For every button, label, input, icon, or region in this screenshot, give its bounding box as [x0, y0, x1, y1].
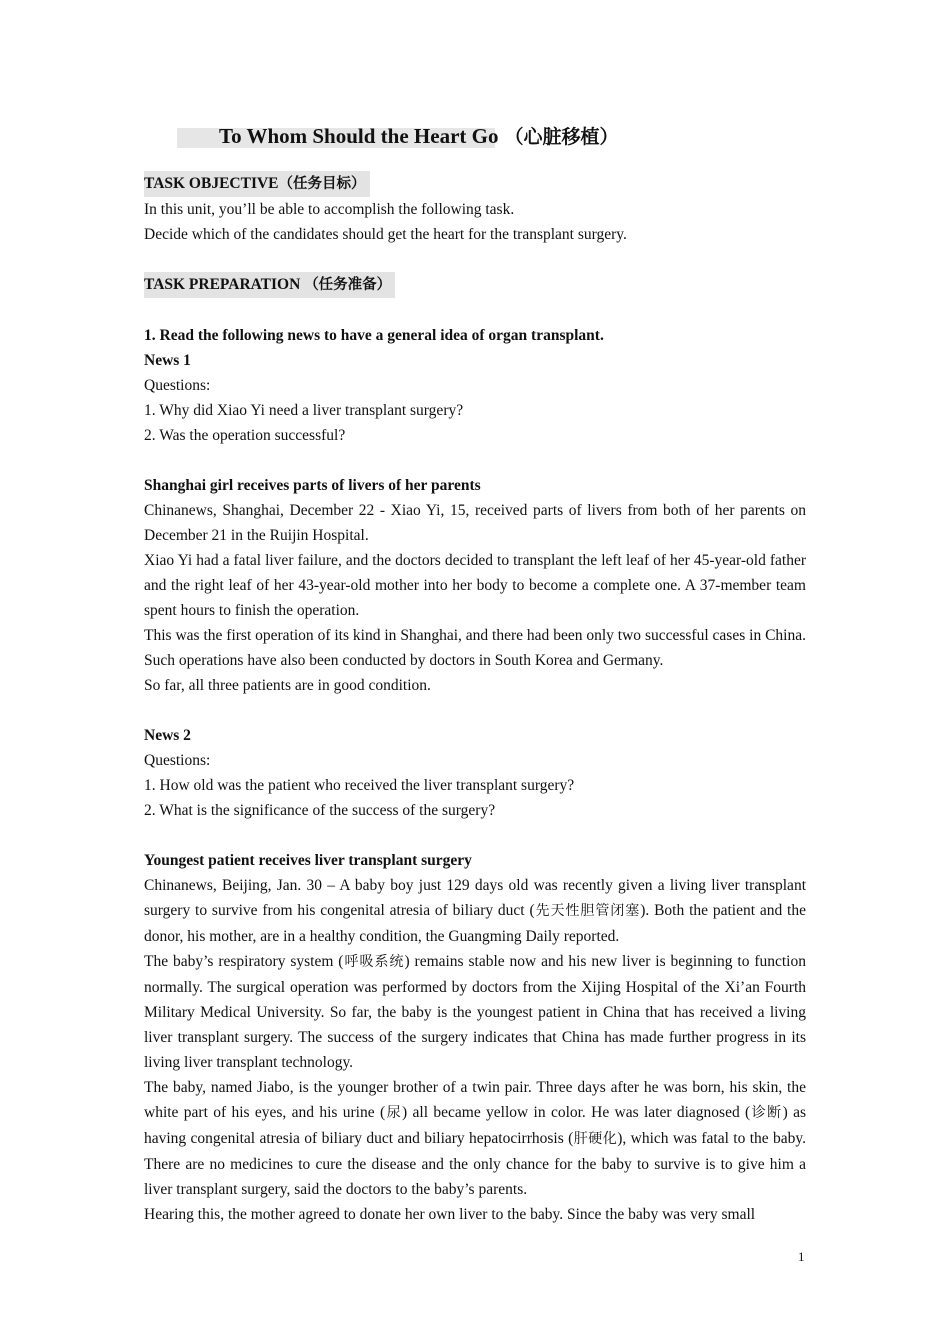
news-2-questions-label: Questions: — [144, 752, 211, 769]
news-2-headline: Youngest patient receives liver transplant surgery — [144, 852, 472, 869]
news-1-label: News 1 — [144, 352, 191, 369]
page-number: 1 — [798, 1249, 805, 1264]
news-1-headline: Shanghai girl receives parts of livers of her parents — [144, 477, 481, 494]
news-2-question-2: 2. What is the significance of the success of the surgery? — [144, 802, 496, 819]
news-1-paragraph: This was the first operation of its kind in Shanghai, and there had been only two successful cases in China. Such operations have also been conducted by doctors in South Korea and Germany. — [144, 627, 806, 669]
task-objective-heading: TASK OBJECTIVE（任务目标） — [144, 171, 370, 197]
objective-line-1: In this unit, you’ll be able to accomplish the following task. — [144, 201, 515, 218]
task-preparation-heading: TASK PREPARATION （任务准备） — [144, 272, 395, 298]
document-body — [144, 120, 806, 1227]
news-1-paragraph: Xiao Yi had a fatal liver failure, and the doctors decided to transplant the left leaf of her 45-year-old father and the right leaf of her 43-year-old mother into her body to become a complete one. A 37-member team spent hours to finish the operation. — [144, 552, 806, 619]
page-title — [219, 121, 619, 152]
objective-line-2: Decide which of the candidates should get the heart for the transplant surgery. — [144, 226, 627, 243]
news-2-paragraph: The baby’s respiratory system (呼吸系统) remains stable now and his new liver is beginning to function normally. The surgical operation was performed by doctors from the Xijing Hospital of the Xi’an Fourth Military Medical University. So far, the baby is the youngest patient in China that has received a living liver transplant surgery. The success of the surgery indicates that China has made further progress in its living liver transplant technology. — [144, 953, 806, 1071]
news-1-questions-label: Questions: — [144, 377, 211, 394]
title-row — [144, 120, 806, 154]
news-2-question-1: 1. How old was the patient who received the liver transplant surgery? — [144, 777, 575, 794]
news-1-paragraph: So far, all three patients are in good condition. — [144, 677, 431, 694]
news-1-question-1: 1. Why did Xiao Yi need a liver transplant surgery? — [144, 402, 464, 419]
step-1-instruction: 1. Read the following news to have a general idea of organ transplant. — [144, 327, 604, 344]
news-2-paragraph: Chinanews, Beijing, Jan. 30 – A baby boy just 129 days old was recently given a living liver transplant surgery to survive from his congenital atresia of biliary duct (先天性胆管闭塞). Both the patient and the donor, his mother, are in a healthy condition, the Guangming Daily reported. — [144, 877, 806, 945]
news-1-paragraph: Chinanews, Shanghai, December 22 - Xiao Yi, 15, received parts of livers from both of her parents on December 21 in the Ruijin Hospital. — [144, 502, 806, 544]
title-english: To Whom Should the Heart Go — [219, 124, 499, 148]
news-2-label: News 2 — [144, 727, 191, 744]
news-2-paragraph: The baby, named Jiabo, is the younger brother of a twin pair. Three days after he was born, his skin, the white part of his eyes, and his urine (尿) all became yellow in color. He was later diagnosed (诊断) as having congenital atresia of biliary duct and biliary hepatocirrhosis (肝硬化), which was fatal to the baby. There are no medicines to cure the disease and the only chance for the baby to survive is to give him a liver transplant surgery, said the doctors to the baby’s parents. — [144, 1079, 807, 1198]
title-chinese: （心脏移植） — [504, 126, 619, 148]
news-2-paragraph: Hearing this, the mother agreed to donate her own liver to the baby. Since the baby was very small — [144, 1206, 756, 1223]
news-1-question-2: 2. Was the operation successful? — [144, 427, 346, 444]
